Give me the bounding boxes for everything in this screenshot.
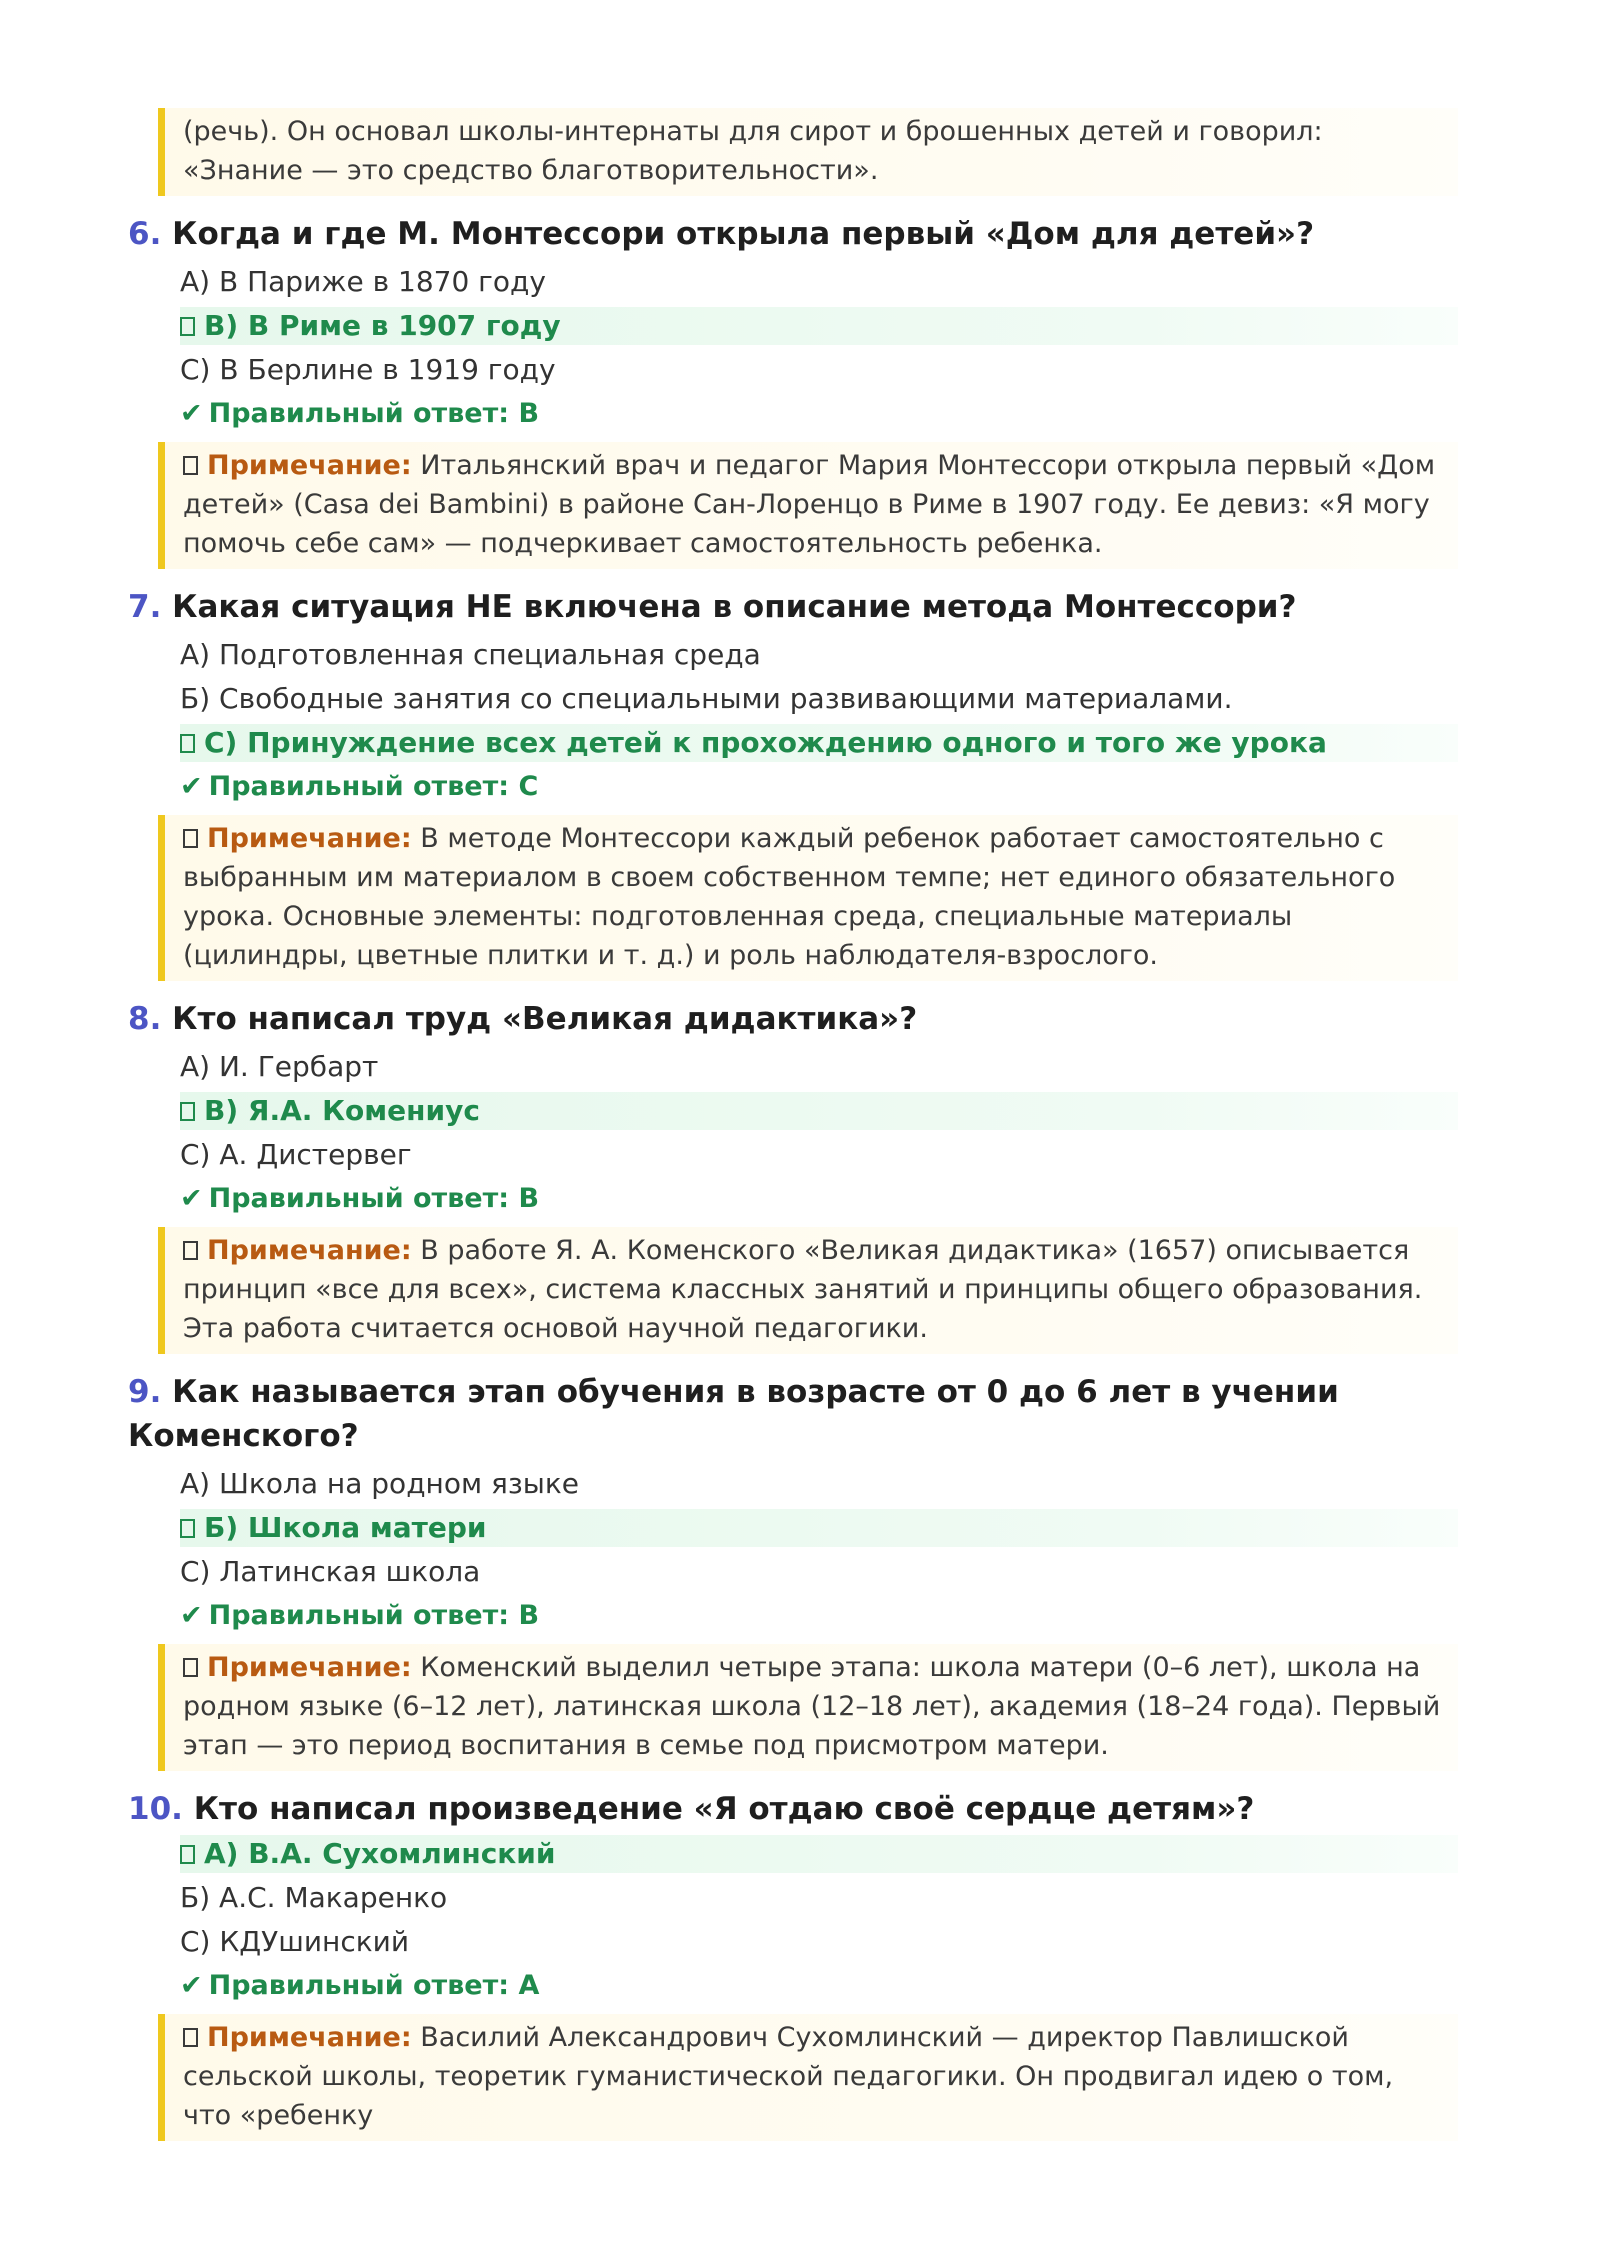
checkbox-icon bbox=[180, 1845, 195, 1864]
question-text: Кто написал труд «Великая дидактика»? bbox=[172, 1001, 918, 1037]
checkbox-icon bbox=[180, 734, 195, 753]
check-icon: ✔ bbox=[180, 1183, 203, 1214]
question-number: 9. bbox=[128, 1374, 162, 1410]
note-label: Примечание: bbox=[207, 1235, 412, 1266]
note-text: Василий Александрович Сухомлинский — директор Павлишской сельской школы, теоретик гуманистической педагогики. Он продвигал идею о том, что «ребенку bbox=[183, 2022, 1394, 2131]
checkbox-icon bbox=[180, 317, 195, 336]
note bbox=[158, 442, 1458, 569]
correct-answer: ✔ Правильный ответ: B bbox=[180, 398, 540, 429]
note-icon bbox=[183, 1658, 198, 1677]
question-number: 6. bbox=[128, 216, 162, 252]
question-text: Как называется этап обучения в возрасте от 0 до 6 лет в учении Коменского? bbox=[128, 1374, 1339, 1454]
correct-answer: ✔ Правильный ответ: B bbox=[180, 1600, 540, 1631]
question-9 bbox=[128, 1370, 1468, 1458]
question-10 bbox=[128, 1787, 1468, 1831]
check-icon: ✔ bbox=[180, 1970, 203, 2001]
note-icon bbox=[183, 1241, 198, 1260]
option-c: C) А. Дистервег bbox=[180, 1138, 412, 1171]
option-b: Б) А.С. Макаренко bbox=[180, 1881, 448, 1914]
option-a: A) И. Гербарт bbox=[180, 1050, 379, 1083]
option-b-correct: B) В Риме в 1907 году bbox=[180, 307, 1458, 345]
option-b-correct: B) Я.А. Комениус bbox=[180, 1092, 1458, 1130]
option-a-correct: A) В.А. Сухомлинский bbox=[180, 1835, 1458, 1873]
question-8 bbox=[128, 997, 1468, 1041]
note-text: Итальянский врач и педагог Мария Монтессори открыла первый «Дом детей» (Casa dei Bambini) в районе Сан-Лоренцо в Риме в 1907 году. Ее девиз: «Я могу помочь себе сам» — подчеркивает самостоятельность ребенка. bbox=[183, 450, 1436, 559]
question-6 bbox=[128, 212, 1468, 256]
correct-answer: ✔ Правильный ответ: B bbox=[180, 1183, 540, 1214]
note-icon bbox=[183, 2028, 198, 2047]
question-number: 10. bbox=[128, 1791, 183, 1827]
checkbox-icon bbox=[180, 1102, 195, 1121]
question-number: 8. bbox=[128, 1001, 162, 1037]
note-icon bbox=[183, 456, 198, 475]
note-text: Коменский выделил четыре этапа: школа матери (0–6 лет), школа на родном языке (6–12 лет), латинская школа (12–18 лет), академия (18–24 года). Первый этап — это период воспитания в семье под присмотром матери. bbox=[183, 1652, 1441, 1761]
note-icon bbox=[183, 829, 198, 848]
note-text: В работе Я. А. Коменского «Великая дидактика» (1657) описывается принцип «все для всех», система классных занятий и принципы общего образования. Эта работа считается основой научной педагогики. bbox=[183, 1235, 1423, 1344]
note bbox=[158, 1644, 1458, 1771]
question-text: Какая ситуация НЕ включена в описание метода Монтессори? bbox=[172, 589, 1297, 625]
note bbox=[158, 1227, 1458, 1354]
option-c: C) Латинская школа bbox=[180, 1555, 481, 1588]
intro-note bbox=[158, 108, 1458, 196]
note-label: Примечание: bbox=[207, 2022, 412, 2053]
page bbox=[128, 108, 1468, 2141]
option-a: A) В Париже в 1870 году bbox=[180, 265, 546, 298]
checkbox-icon bbox=[180, 1519, 195, 1538]
question-text: Когда и где М. Монтессори открыла первый «Дом для детей»? bbox=[172, 216, 1315, 252]
option-c-correct: C) Принуждение всех детей к прохождению одного и того же урока bbox=[180, 724, 1458, 762]
option-b: Б) Свободные занятия со специальными развивающими материалами. bbox=[180, 682, 1233, 715]
check-icon: ✔ bbox=[180, 398, 203, 429]
correct-answer: ✔ Правильный ответ: A bbox=[180, 1970, 540, 2001]
note-text: В методе Монтессори каждый ребенок работает самостоятельно с выбранным им материалом в своем собственном темпе; нет единого обязательного урока. Основные элементы: подготовленная среда, специальные материалы (цилиндры, цветные плитки и т. д.) и роль наблюдателя-взрослого. bbox=[183, 823, 1396, 971]
correct-answer: ✔ Правильный ответ: C bbox=[180, 771, 539, 802]
option-a: A) Школа на родном языке bbox=[180, 1467, 579, 1500]
note bbox=[158, 815, 1458, 981]
note-label: Примечание: bbox=[207, 823, 412, 854]
check-icon: ✔ bbox=[180, 1600, 203, 1631]
question-text: Кто написал произведение «Я отдаю своё сердце детям»? bbox=[193, 1791, 1255, 1827]
option-c: C) КДУшинский bbox=[180, 1925, 410, 1958]
question-number: 7. bbox=[128, 589, 162, 625]
note-label: Примечание: bbox=[207, 1652, 412, 1683]
question-7 bbox=[128, 585, 1468, 629]
note-label: Примечание: bbox=[207, 450, 412, 481]
check-icon: ✔ bbox=[180, 771, 203, 802]
note bbox=[158, 2014, 1458, 2141]
option-b-correct: Б) Школа матери bbox=[180, 1509, 1458, 1547]
intro-note-text: (речь). Он основал школы-интернаты для сирот и брошенных детей и говорил: «Знание — это средство благотворительности». bbox=[183, 116, 1323, 186]
option-c: C) В Берлине в 1919 году bbox=[180, 353, 556, 386]
option-a: A) Подготовленная специальная среда bbox=[180, 638, 761, 671]
